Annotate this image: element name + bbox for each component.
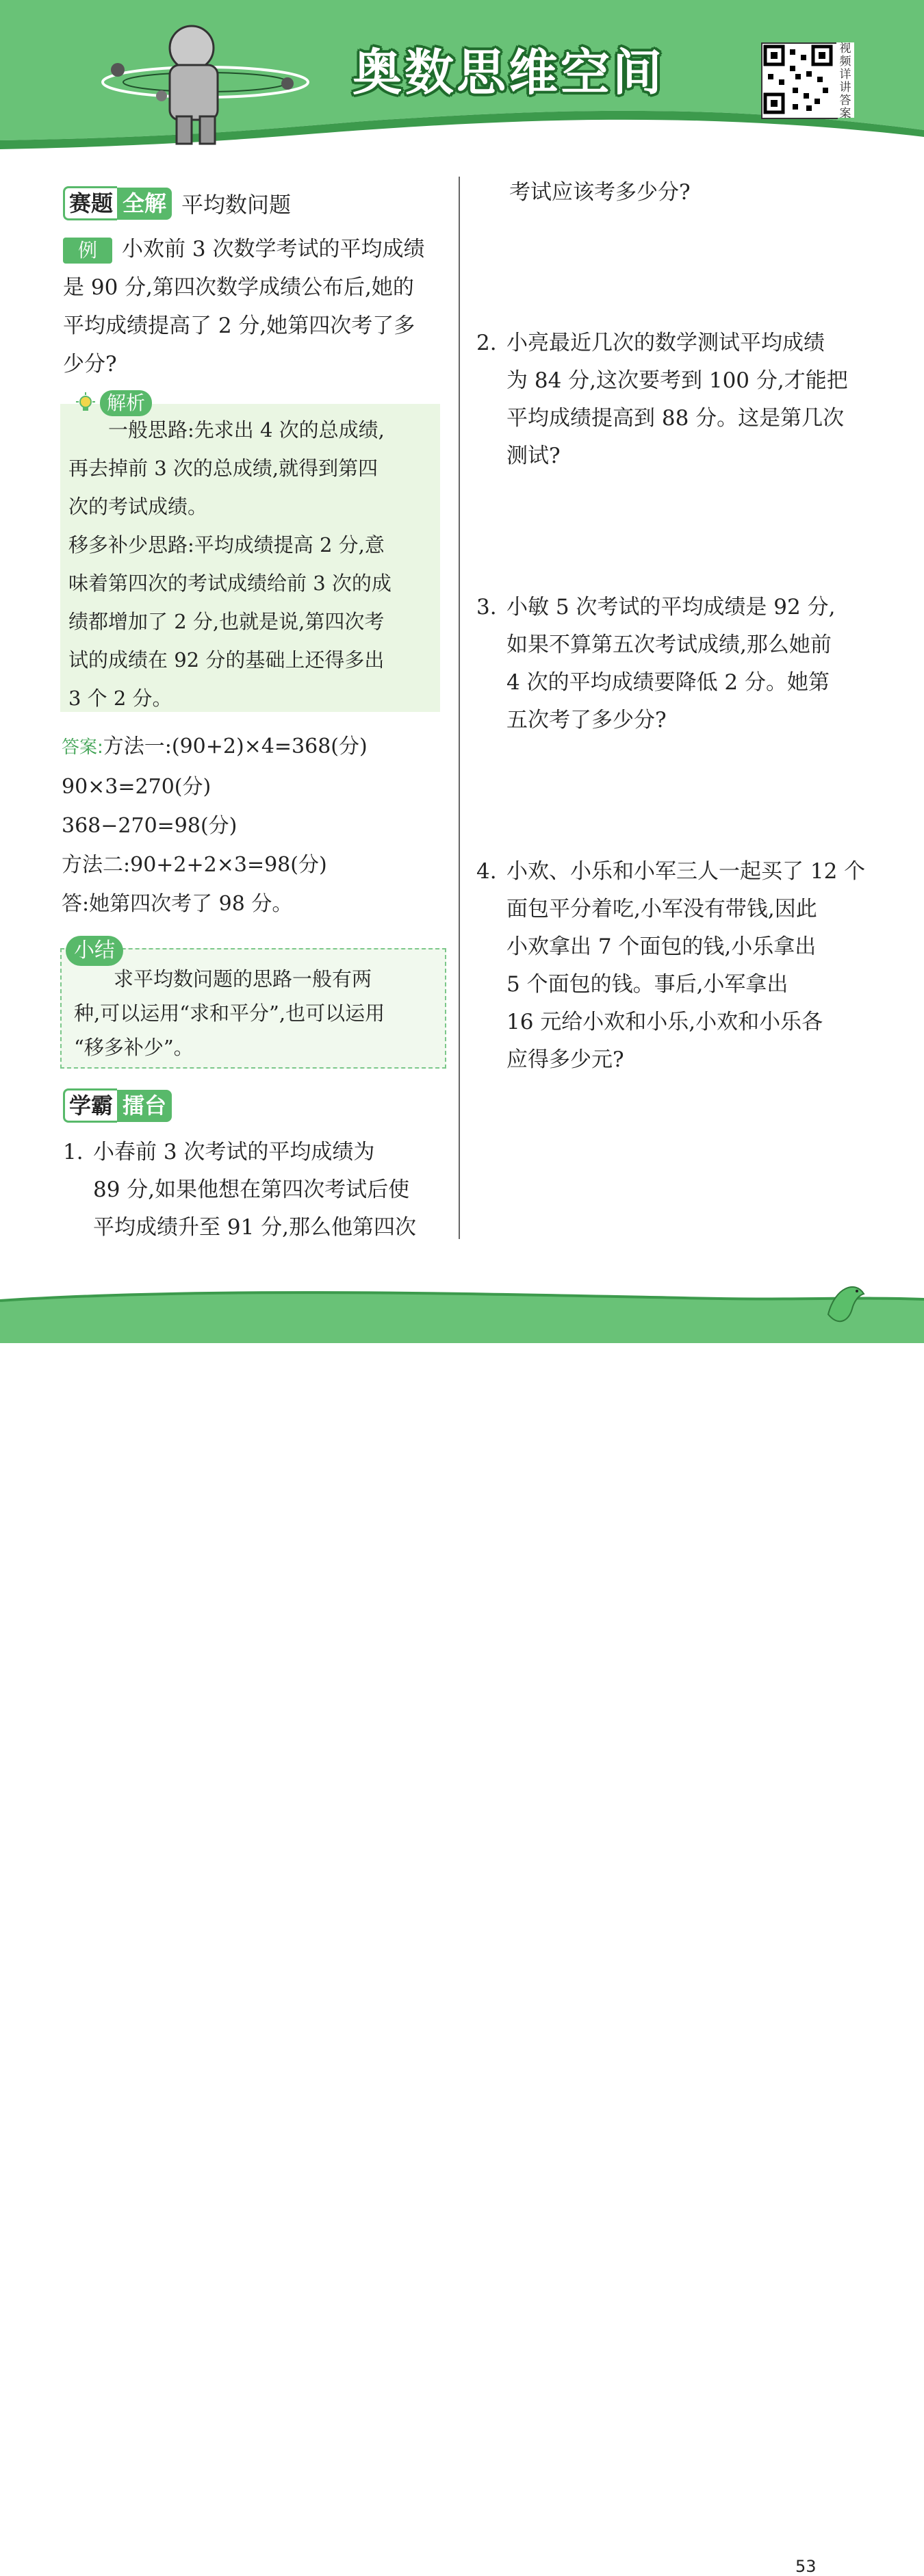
- problem-line: 测试?: [506, 444, 561, 468]
- summary-line: 求平均数问题的思路一般有两: [74, 967, 372, 991]
- example-line: 小欢前 3 次数学考试的平均成绩: [122, 237, 425, 262]
- problem-line: 小敏 5 次考试的平均成绩是 92 分,: [506, 595, 836, 620]
- problem-1: [63, 1134, 446, 1247]
- problem-line: 平均成绩提高到 88 分。这是第几次: [506, 406, 845, 431]
- problem-line: 16 元给小欢和小乐,小欢和小乐各: [506, 1010, 823, 1034]
- answer-line: 368−270=98(分): [62, 814, 238, 838]
- problem-line: 小春前 3 次考试的平均成绩为: [93, 1140, 375, 1164]
- problem-line: 为 84 分,这次要考到 100 分,才能把: [506, 368, 848, 393]
- problem-number: 3.: [476, 595, 497, 620]
- problem-line: 89 分,如果他想在第四次考试后使: [93, 1177, 410, 1202]
- summary-label: 小结: [66, 936, 123, 966]
- summary-line: 种,可以运用“求和平分”,也可以运用: [74, 1002, 385, 1025]
- problem-line: 5 个面包的钱。事后,小军拿出: [506, 972, 788, 997]
- answer-label: 答案:: [62, 737, 103, 758]
- example-line: 平均成绩提高了 2 分,她第四次考了多: [63, 314, 415, 338]
- analysis-line: 3 个 2 分。: [68, 687, 172, 710]
- analysis-line: 一般思路:先求出 4 次的总成绩,: [68, 418, 385, 442]
- analysis-line: 再去掉前 3 次的总成绩,就得到第四: [68, 457, 378, 480]
- column-divider: [459, 177, 460, 1239]
- problem-line: 五次考了多少分?: [506, 708, 667, 732]
- problem-line: 如果不算第五次考试成绩,那么她前: [506, 633, 832, 657]
- section-heading-full-solution: [63, 186, 291, 220]
- example-problem: [63, 230, 446, 383]
- analysis-text: [68, 411, 438, 717]
- problem-1-continued: [479, 174, 862, 212]
- page-footer: [0, 1273, 924, 2576]
- section-topic: 平均数问题: [181, 192, 292, 218]
- problem-2: [476, 324, 860, 475]
- summary-text: [74, 962, 437, 1064]
- example-line: 少分?: [63, 352, 117, 377]
- problem-4: [476, 853, 867, 1079]
- section-tag-secondary: 擂台: [117, 1090, 172, 1122]
- problem-line: 面包平分着吃,小军没有带钱,因此: [506, 897, 817, 921]
- problem-line: 平均成绩升至 91 分,那么他第四次: [93, 1215, 417, 1240]
- qr-caption: 视频详讲答案: [836, 42, 854, 118]
- problem-number: 4.: [476, 859, 497, 884]
- analysis-line: 试的成绩在 92 分的基础上还得多出: [68, 648, 385, 672]
- problem-line: 小亮最近几次的数学测试平均成绩: [506, 331, 825, 355]
- example-line: 是 90 分,第四次数学成绩公布后,她的: [63, 275, 414, 300]
- problem-line: 小欢拿出 7 个面包的钱,小乐拿出: [506, 934, 817, 959]
- analysis-line: 移多补少思路:平均成绩提高 2 分,意: [68, 533, 385, 557]
- section-tag-secondary: 全解: [117, 188, 172, 220]
- section-heading-challenge: [63, 1088, 172, 1123]
- analysis-line: 绩都增加了 2 分,也就是说,第四次考: [68, 610, 385, 633]
- answer-block: [62, 727, 445, 923]
- answer-line: 方法二:90+2+2×3=98(分): [62, 853, 327, 877]
- answer-line: 90×3=270(分): [62, 775, 211, 799]
- summary-line: “移多补少”。: [74, 1036, 194, 1059]
- problem-line: 4 次的平均成绩要降低 2 分。她第: [506, 670, 830, 695]
- analysis-line: 味着第四次的考试成绩给前 3 次的成: [68, 572, 392, 595]
- page-number: 53: [795, 2557, 817, 2576]
- problem-number: 2.: [476, 331, 497, 355]
- problem-3: [476, 589, 860, 739]
- analysis-label: 解析: [100, 390, 152, 416]
- answer-line: 答:她第四次考了 98 分。: [62, 892, 293, 916]
- problem-number: 1.: [63, 1140, 84, 1164]
- qr-code-icon[interactable]: [761, 42, 838, 119]
- page-title: 奥数思维空间: [352, 44, 665, 101]
- problem-line: 考试应该考多少分?: [509, 180, 691, 205]
- footer-band-graphic: [0, 1273, 924, 1343]
- problem-line: 小欢、小乐和小军三人一起买了 12 个: [506, 859, 866, 884]
- example-badge: 例: [63, 238, 112, 264]
- answer-line: 方法一:(90+2)×4=368(分): [103, 735, 368, 758]
- page-header: [0, 0, 924, 157]
- problem-line: 应得多少元?: [506, 1047, 624, 1072]
- section-tag-primary: 赛题: [63, 186, 117, 220]
- section-tag-primary: 学霸: [63, 1088, 117, 1123]
- analysis-line: 次的考试成绩。: [68, 495, 208, 518]
